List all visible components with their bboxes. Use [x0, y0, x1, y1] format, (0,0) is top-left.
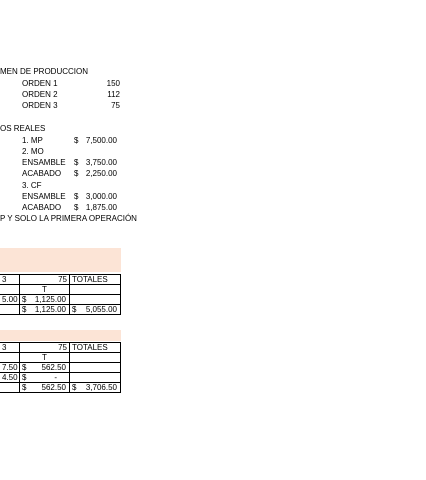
table1-r1-left: 5.00	[0, 294, 20, 305]
table1-header-qty: 75	[19, 274, 70, 285]
table2-r2-value: -	[54, 373, 57, 382]
orden-2-label: ORDEN 2	[22, 90, 58, 99]
table1-header-left: 3	[0, 274, 20, 285]
cf-acabado-value: 1,875.00	[85, 203, 117, 212]
table2-r3-currency: $	[22, 383, 27, 392]
mo-ensamble-value: 3,750.00	[85, 158, 117, 167]
mo-acabado-value: 2,250.00	[85, 169, 117, 178]
costos-title: OS REALES	[0, 124, 46, 133]
costos-note: P Y SOLO LA PRIMERA OPERACIÓN	[0, 214, 137, 223]
table2-r3-total: 3,706.50	[85, 383, 117, 392]
mp-label: 1. MP	[22, 136, 43, 145]
cf-ensamble-value: 3,000.00	[85, 192, 117, 201]
cf-acabado-label: ACABADO	[22, 203, 62, 212]
mo-ensamble-currency: $	[74, 158, 79, 167]
table2-r2-currency: $	[22, 373, 27, 382]
table2-sub-t: T	[19, 352, 70, 363]
table1-sub-t: T	[19, 284, 70, 295]
table2-r3-total-cell	[69, 382, 121, 393]
cf-label: 3. CF	[22, 181, 42, 190]
table2-r1-currency: $	[22, 363, 27, 372]
table1-r2-total-currency: $	[72, 305, 77, 314]
table1-r2-total-cell	[69, 304, 121, 315]
table2-r3-left	[0, 382, 20, 393]
table1-r1-value: 1,125.00	[34, 295, 66, 304]
table2-r1-value: 562.50	[41, 363, 66, 372]
table2-r2-left: 4.50	[0, 372, 20, 383]
table2-header-band	[0, 330, 121, 341]
orden-3-label: ORDEN 3	[22, 101, 58, 110]
table1-r2-total: 5,055.00	[85, 305, 117, 314]
table1-r1-currency: $	[22, 295, 27, 304]
cf-ensamble-label: ENSAMBLE	[22, 192, 66, 201]
resumen-title: MEN DE PRODUCCION	[0, 67, 89, 76]
table2-r3-total-currency: $	[72, 383, 77, 392]
orden-2-qty: 112	[107, 90, 120, 99]
table1-header-band	[0, 248, 121, 272]
mo-acabado-label: ACABADO	[22, 169, 62, 178]
cf-ensamble-currency: $	[74, 192, 79, 201]
orden-3-qty: 75	[111, 101, 120, 110]
orden-1-qty: 150	[106, 79, 120, 88]
table1-r2-left	[0, 304, 20, 315]
mp-currency: $	[74, 136, 79, 145]
cf-acabado-currency: $	[74, 203, 79, 212]
table2-r1-left: 7.50	[0, 362, 20, 373]
mo-acabado-currency: $	[74, 169, 79, 178]
table2-r3-value: 562.50	[41, 383, 66, 392]
table2-header-qty: 75	[19, 342, 70, 353]
table2-r3-value-cell	[19, 382, 70, 393]
orden-1-label: ORDEN 1	[22, 79, 58, 88]
table1-r2-value: 1,125.00	[34, 305, 66, 314]
table1-r2-currency: $	[22, 305, 27, 314]
table1-r2-value-cell	[19, 304, 70, 315]
table2-header-totales: TOTALES	[69, 342, 121, 353]
mp-value: 7,500.00	[85, 136, 117, 145]
mo-label: 2. MO	[22, 147, 44, 156]
mo-ensamble-label: ENSAMBLE	[22, 158, 66, 167]
table1-header-totales: TOTALES	[69, 274, 121, 285]
table2-header-left: 3	[0, 342, 20, 353]
